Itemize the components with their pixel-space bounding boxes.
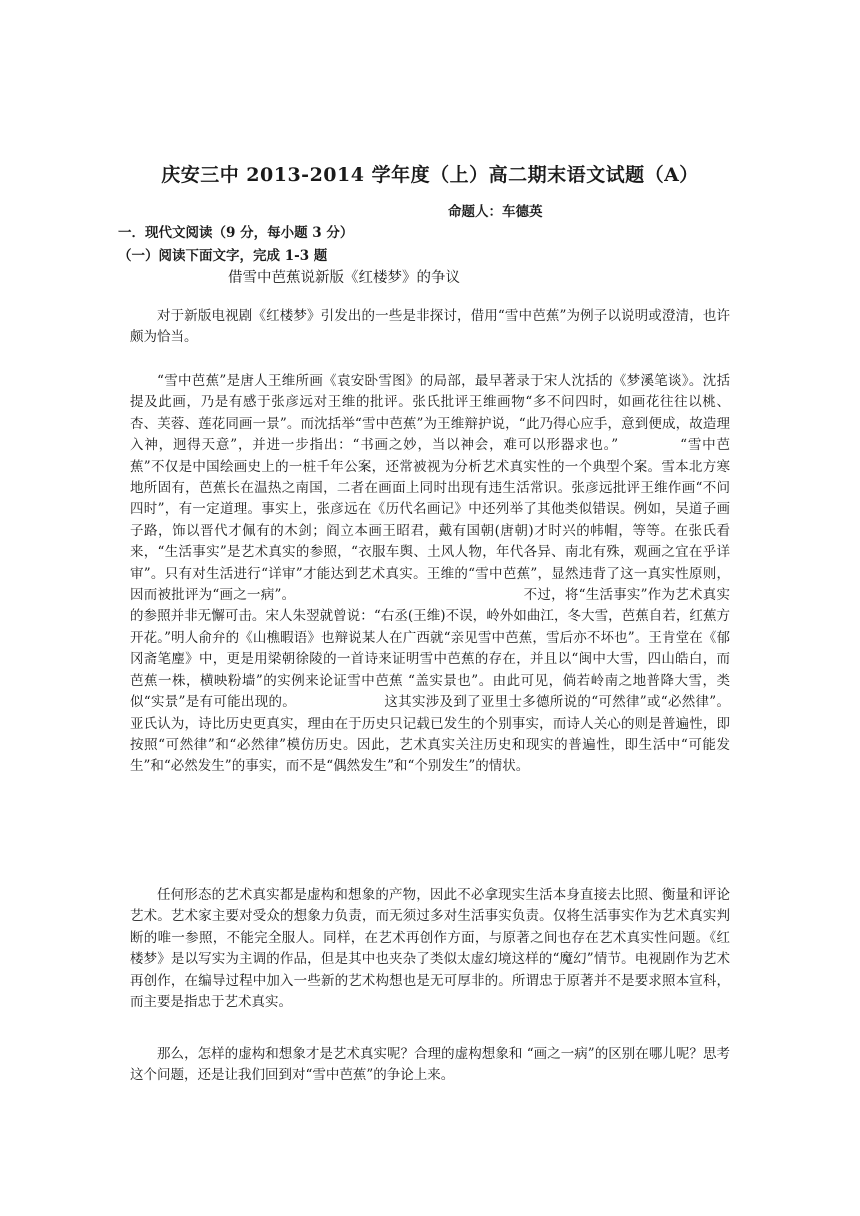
paragraph-2-part-d: 这其实涉及到了亚里士多德所说的“可然律”或“必然律”。亚氏认为，诗比历史更真实，理由在于历史只记载已发生的个别事实，而诗人关心的则是普遍性，即按照“可然律”和“必然律”模仿历史。因此，艺术真实关注历史和现实的普遍性，即生活中“可能发生”和“必然发生”的事实，而不是“偶然发生”和“个别发生”的情状。	[130, 694, 730, 775]
paragraph-2	[130, 371, 730, 778]
author-line: 命题人：车德英	[448, 204, 543, 220]
section-heading: 一．现代文阅读（9 分，每小题 3 分）	[118, 225, 354, 241]
subsection-heading: （一）阅读下面文字，完成 1-3 题	[118, 248, 328, 264]
exam-title: 庆安三中 2013-2014 学年度（上）高二期末语文试题（A）	[161, 164, 699, 186]
paragraph-3: 任何形态的艺术真实都是虚构和想象的产物，因此不必拿现实生活本身直接去比照、衡量和评论艺术。艺术家主要对受众的想象力负责，而无须过多对生活事实负责。仅将生活事实作为艺术真实判断的唯一参照，不能完全服人。同样，在艺术再创作方面，与原著之间也存在艺术真实性问题。《红楼梦》是以写实为主调的作品，但是其中也夹杂了类似太虚幻境这样的“魔幻”情节。电视剧作为艺术再创作，在编导过程中加入一些新的艺术构想也是无可厚非的。所谓忠于原著并不是要求照本宣科，而主要是指忠于艺术真实。	[130, 887, 730, 1011]
paragraph-2-part-c: 不过，将“生活事实”作为艺术真实的参照并非无懈可击。宋人朱翌就曾说：“右丞(王维)不误，岭外如曲江，冬大雪，芭蕉自若，红蕉方开花。”明人俞弁的《山樵暇语》也辩说某人在广西就“亲见雪中芭蕉，雪后亦不坏也”。王肯堂在《郁冈斋笔麈》中，更是用梁朝徐陵的一首诗来证明雪中芭蕉的存在，并且以“闽中大雪，四山皓白，而芭蕉一株，横映粉墙”的实例来论证雪中芭蕉 “盖实景也”。由此可见，倘若岭南之地普降大雪，类似“实景”是有可能出现的。	[130, 587, 730, 711]
paragraph-4: 那么，怎样的虚构和想象才是艺术真实呢？合理的虚构想象和 “画之一病”的区别在哪儿呢？思考这个问题，还是让我们回到对“雪中芭蕉”的争论上来。	[130, 1046, 730, 1084]
paragraph-2-part-a: “雪中芭蕉”是唐人王维所画《袁安卧雪图》的局部，最早著录于宋人沈括的《梦溪笔谈》。沈括提及此画，乃是有感于张彦远对王维的批评。张氏批评王维画物“多不问四时，如画花往往以桃、杏、芙蓉、莲花同画一景”。而沈括举“雪中芭蕉”为王维辩护说，“此乃得心应手，意到便成，故造理入神，迥得天意”，并进一步指出：“书画之妙，当以神会，难可以形器求也。”	[130, 373, 730, 454]
paragraph-1: 对于新版电视剧《红楼梦》引发出的一些是非探讨，借用“雪中芭蕉”为例子以说明或澄清，也许颇为恰当。	[130, 308, 730, 346]
paragraph-2-part-b: “雪中芭蕉”不仅是中国绘画史上的一桩千年公案，还常被视为分析艺术真实性的一个典型个案。雪本北方寒地所固有，芭蕉长在温热之南国，二者在画面上同时出现有违生活常识。张彦远批评王维作画“不问四时”，有一定道理。事实上，张彦远在《历代名画记》中还列举了其他类似错误。例如，吴道子画子路，饰以晋代才佩有的木剑；阎立本画王昭君，戴有国朝(唐朝)才时兴的帏帽，等等。在张氏看来，“生活事实”是艺术真实的参照，“衣服车舆、土风人物，年代各异、南北有殊，观画之宜在乎详审”。只有对生活进行“详审”才能达到艺术真实。王维的“雪中芭蕉”，显然违背了这一真实性原则，因而被批评为“画之一病”。	[130, 437, 730, 604]
article-title: 借雪中芭蕉说新版《红楼梦》的争议	[228, 270, 460, 286]
